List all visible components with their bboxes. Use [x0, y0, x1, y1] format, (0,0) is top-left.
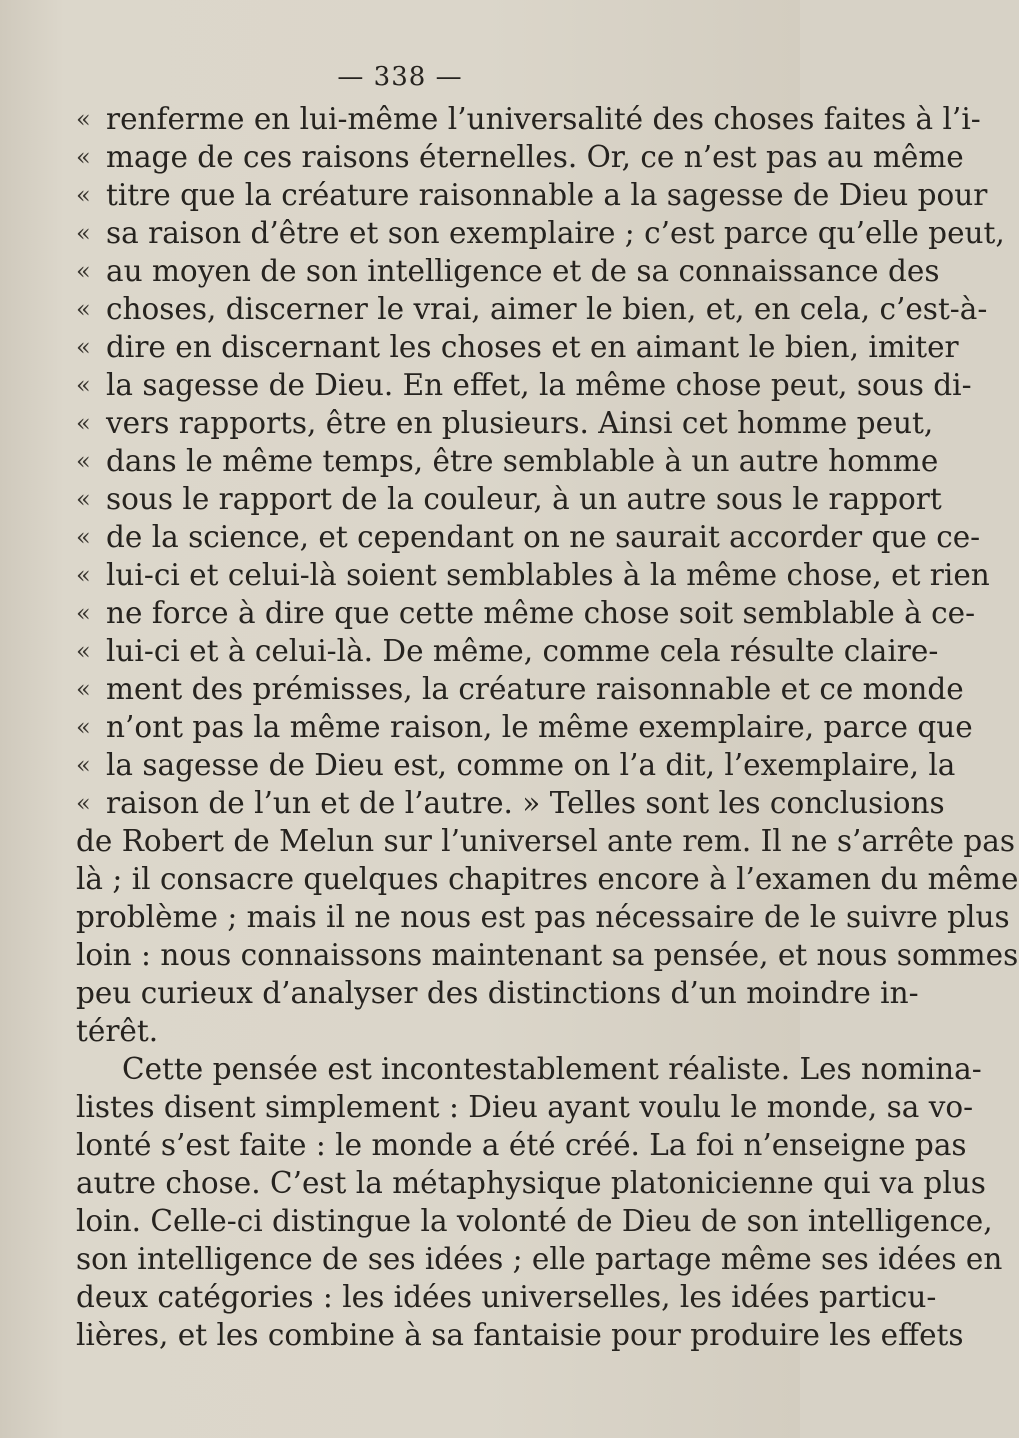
text-line [76, 1240, 1003, 1278]
line-text: renferme en lui-même l’universalité des choses faites à l’i- [106, 102, 981, 136]
quote-mark: « [76, 371, 91, 399]
line-text: mage de ces raisons éternelles. Or, ce n’est pas au même [106, 140, 964, 174]
line-text: deux catégories : les idées universelles, les idées particu- [76, 1280, 937, 1314]
text-line [76, 1126, 967, 1164]
quoted-line [76, 328, 959, 366]
line-text: loin : nous connaissons maintenant sa pensée, et nous sommes [76, 938, 1019, 972]
line-text: dans le même temps, être semblable à un autre homme [106, 444, 939, 478]
quote-mark: « [76, 295, 91, 323]
quoted-passage [76, 100, 1005, 822]
quote-mark: « [76, 105, 91, 133]
quoted-line [76, 480, 942, 518]
quoted-line [76, 556, 990, 594]
quoted-line [76, 632, 939, 670]
line-text: au moyen de son intelligence et de sa connaissance des [106, 254, 940, 288]
quoted-line [76, 404, 934, 442]
text-line [76, 1088, 974, 1126]
line-text: ne force à dire que cette même chose soit semblable à ce- [106, 596, 976, 630]
line-text: lui-ci et celui-là soient semblables à la même chose, et rien [106, 558, 990, 592]
quote-mark: « [76, 447, 91, 475]
line-text: lonté s’est faite : le monde a été créé. La foi n’enseigne pas [76, 1128, 967, 1162]
line-text: dire en discernant les choses et en aimant le bien, imiter [106, 330, 959, 364]
quoted-line [76, 670, 964, 708]
line-text: Cette pensée est incontestablement réaliste. Les nomina- [122, 1052, 982, 1086]
quote-mark: « [76, 523, 91, 551]
line-text: raison de l’un et de l’autre. » Telles sont les conclusions [106, 786, 945, 820]
line-text: autre chose. C’est la métaphysique platonicienne qui va plus [76, 1166, 986, 1200]
line-text: peu curieux d’analyser des distinctions d’un moindre in- [76, 976, 919, 1010]
line-text: listes disent simplement : Dieu ayant voulu le monde, sa vo- [76, 1090, 974, 1124]
quoted-line [76, 708, 973, 746]
text-line [76, 860, 1019, 898]
quote-mark: « [76, 599, 91, 627]
quoted-line [76, 784, 945, 822]
line-text: de Robert de Melun sur l’universel ante rem. Il ne s’arrête pas [76, 824, 1015, 858]
quoted-line [76, 100, 981, 138]
quote-mark: « [76, 637, 91, 665]
line-text: la sagesse de Dieu. En effet, la même chose peut, sous di- [106, 368, 972, 402]
line-text: vers rapports, être en plusieurs. Ainsi cet homme peut, [106, 406, 934, 440]
line-text: problème ; mais il ne nous est pas nécessaire de le suivre plus [76, 900, 1010, 934]
quoted-line [76, 214, 1005, 252]
quoted-line [76, 290, 988, 328]
text-line [76, 1316, 964, 1354]
line-text: lières, et les combine à sa fantaisie pour produire les effets [76, 1318, 964, 1352]
quote-mark: « [76, 561, 91, 589]
quoted-line [76, 518, 981, 556]
quoted-line [76, 594, 976, 632]
quote-mark: « [76, 143, 91, 171]
quote-mark: « [76, 409, 91, 437]
quote-mark: « [76, 257, 91, 285]
quoted-line [76, 138, 964, 176]
quote-mark: « [76, 333, 91, 361]
text-line [76, 1012, 772, 1050]
text-line [76, 1278, 937, 1316]
line-text: choses, discerner le vrai, aimer le bien, et, en cela, c’est-à- [106, 292, 988, 326]
line-text: là ; il consacre quelques chapitres encore à l’examen du même [76, 862, 1019, 896]
line-text: son intelligence de ses idées ; elle partage même ses idées en [76, 1242, 1003, 1276]
page-number: — 338 — [337, 62, 463, 92]
text-line [76, 1164, 986, 1202]
text-line [76, 1202, 993, 1240]
line-text: de la science, et cependant on ne saurait accorder que ce- [106, 520, 981, 554]
line-text: n’ont pas la même raison, le même exemplaire, parce que [106, 710, 973, 744]
quoted-line [76, 252, 940, 290]
quote-mark: « [76, 713, 91, 741]
text-line [76, 898, 1010, 936]
quote-mark: « [76, 219, 91, 247]
quote-mark: « [76, 485, 91, 513]
line-text: sa raison d’être et son exemplaire ; c’est parce qu’elle peut, [106, 216, 1005, 250]
text-line [76, 822, 1015, 860]
line-text: sous le rapport de la couleur, à un autre sous le rapport [106, 482, 942, 516]
line-text: lui-ci et à celui-là. De même, comme cela résulte claire- [106, 634, 939, 668]
line-text: térêt. [76, 1014, 159, 1048]
quote-mark: « [76, 789, 91, 817]
line-text: titre que la créature raisonnable a la sagesse de Dieu pour [106, 178, 988, 212]
text-line [76, 936, 1019, 974]
quote-mark: « [76, 181, 91, 209]
text-block [76, 100, 1019, 1354]
quoted-line [76, 442, 939, 480]
quoted-line [76, 176, 988, 214]
paragraph-2 [76, 1050, 1003, 1354]
quote-mark: « [76, 751, 91, 779]
line-text: loin. Celle-ci distingue la volonté de Dieu de son intelligence, [76, 1204, 993, 1238]
quoted-line [76, 746, 956, 784]
quoted-line [76, 366, 972, 404]
quote-mark: « [76, 675, 91, 703]
text-line [76, 974, 919, 1012]
line-text: ment des prémisses, la créature raisonnable et ce monde [106, 672, 964, 706]
line-text: la sagesse de Dieu est, comme on l’a dit, l’exemplaire, la [106, 748, 956, 782]
text-line [76, 1050, 982, 1088]
paragraph-1 [76, 822, 1019, 1050]
